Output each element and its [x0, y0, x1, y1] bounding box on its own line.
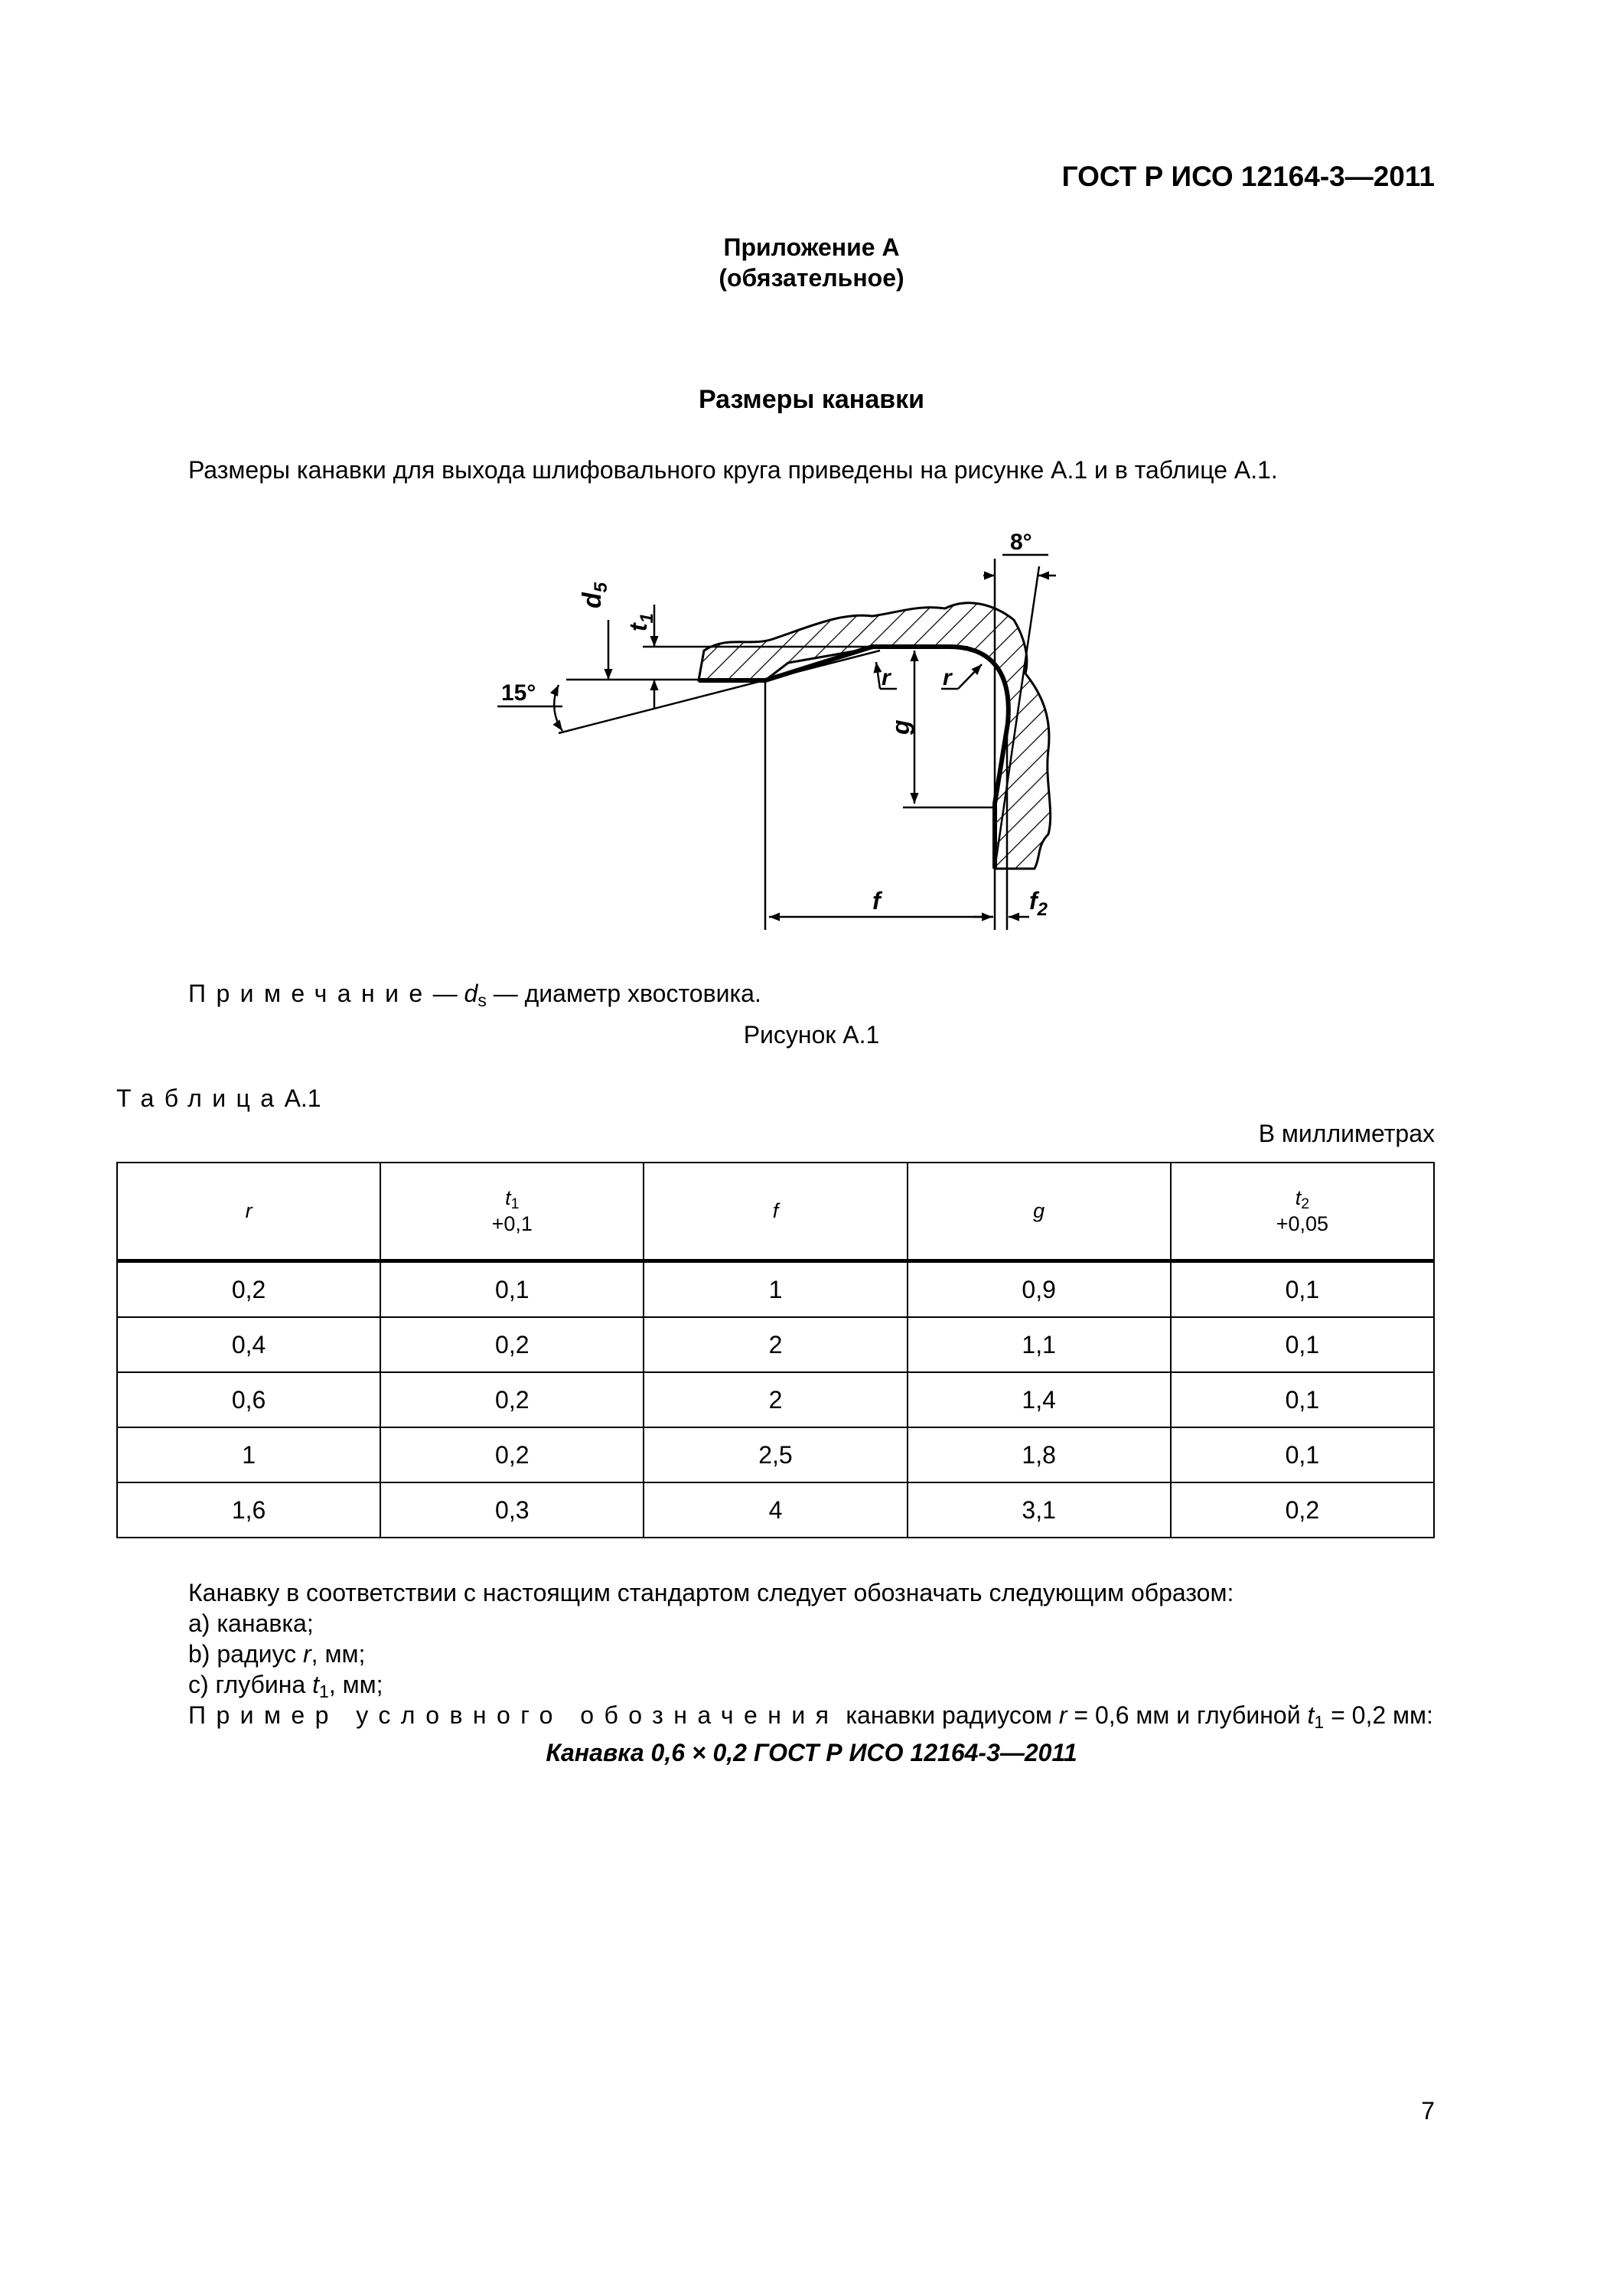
table-label	[116, 1084, 321, 1113]
figure-caption: Рисунок А.1	[743, 1021, 880, 1049]
note-symbol-sub: s	[477, 990, 487, 1010]
section-title: Размеры канавки	[698, 385, 925, 414]
f-label: f	[872, 887, 881, 915]
table-row	[117, 1427, 1434, 1482]
col-header-f: f	[644, 1163, 907, 1261]
note-text: — диаметр хвостовика.	[493, 980, 761, 1007]
d5-label: $d_5$	[578, 582, 611, 608]
r-label-1: r	[882, 665, 891, 690]
designation-example: Пример условного обозначения канавки радиусом r = 0,6 мм и глубиной $t_1 = 0,2$ мм:	[188, 1701, 1433, 1732]
cell-g: 1,8	[908, 1427, 1171, 1482]
cell-t1: 0,2	[380, 1372, 644, 1427]
table-row	[117, 1482, 1434, 1538]
figure-note	[188, 980, 761, 1008]
cell-r: 0,6	[117, 1372, 380, 1427]
intro-paragraph: Размеры канавки для выхода шлифовального круга приведены на рисунке А.1 и в таблице А.1.	[188, 456, 1278, 484]
cell-g: 3,1	[908, 1482, 1171, 1538]
cell-t2: 0,2	[1171, 1482, 1434, 1538]
hatched-section	[699, 603, 1051, 869]
annex-title: Приложение А	[723, 233, 900, 261]
cell-t1: 0,2	[380, 1427, 644, 1482]
cell-r: 0,2	[117, 1261, 380, 1318]
cell-t2: 0,1	[1171, 1427, 1434, 1482]
cell-g: 1,4	[908, 1372, 1171, 1427]
note-symbol: d	[464, 980, 478, 1007]
g-label: g	[887, 719, 914, 735]
angle-15-label: 15°	[501, 680, 536, 706]
example-label: Пример условного обозначения	[188, 1701, 839, 1729]
table-units: В миллиметрах	[1258, 1120, 1435, 1147]
cell-f: 1	[644, 1261, 907, 1318]
designation-item-a: а) канавка;	[188, 1609, 314, 1637]
groove-contour	[699, 647, 1009, 869]
table-row	[117, 1317, 1434, 1372]
designation-example-code: Канавка 0,6 × 0,2 ГОСТ Р ИСО 12164-3—2011	[546, 1739, 1077, 1766]
cell-r: 1	[117, 1427, 380, 1482]
document-code: ГОСТ Р ИСО 12164-3—2011	[1061, 161, 1435, 192]
annex-status: (обязательное)	[719, 264, 904, 292]
cell-t1: 0,3	[380, 1482, 644, 1538]
cell-g: 0,9	[908, 1261, 1171, 1318]
cell-r: 1,6	[117, 1482, 380, 1538]
designation-item-c: с) глубина $t_1$, мм;	[188, 1671, 383, 1701]
r-leader-1	[876, 662, 880, 689]
cell-t2: 0,1	[1171, 1372, 1434, 1427]
cell-g: 1,1	[908, 1317, 1171, 1372]
dimensions-table	[116, 1162, 1435, 1538]
table-row	[117, 1261, 1434, 1318]
cell-t1: 0,1	[380, 1261, 644, 1318]
cell-f: 2	[644, 1372, 907, 1427]
col-header-t2: $t_2$ +0,05	[1171, 1163, 1434, 1261]
cell-t2: 0,1	[1171, 1261, 1434, 1318]
cell-f: 4	[644, 1482, 907, 1538]
table-label-word: Таблица	[116, 1084, 285, 1112]
cell-t2: 0,1	[1171, 1317, 1434, 1372]
table-number: А.1	[284, 1084, 321, 1112]
angle-8-label: 8°	[1010, 530, 1032, 555]
r-label-2: r	[943, 665, 952, 690]
t1-label: $t_1$	[624, 612, 657, 631]
f2-label: $f_2$	[1029, 887, 1048, 920]
note-dash: —	[432, 980, 458, 1007]
cell-f: 2,5	[644, 1427, 907, 1482]
col-header-t1: $t_1$ +0,1	[380, 1163, 644, 1261]
cell-r: 0,4	[117, 1317, 380, 1372]
designation-item-b: b) радиус r, мм;	[188, 1640, 366, 1668]
col-header-g: g	[908, 1163, 1171, 1261]
angle-15-arc	[554, 685, 562, 731]
page-number: 7	[1421, 2097, 1435, 2125]
designation-intro: Канавку в соответствии с настоящим стандартом следует обозначать следующим образом:	[188, 1579, 1234, 1606]
cell-t1: 0,2	[380, 1317, 644, 1372]
table-row	[117, 1372, 1434, 1427]
cell-f: 2	[644, 1317, 907, 1372]
r-leader-2	[958, 664, 982, 689]
col-header-r: r	[117, 1163, 380, 1261]
note-label: Примечание	[188, 980, 433, 1007]
